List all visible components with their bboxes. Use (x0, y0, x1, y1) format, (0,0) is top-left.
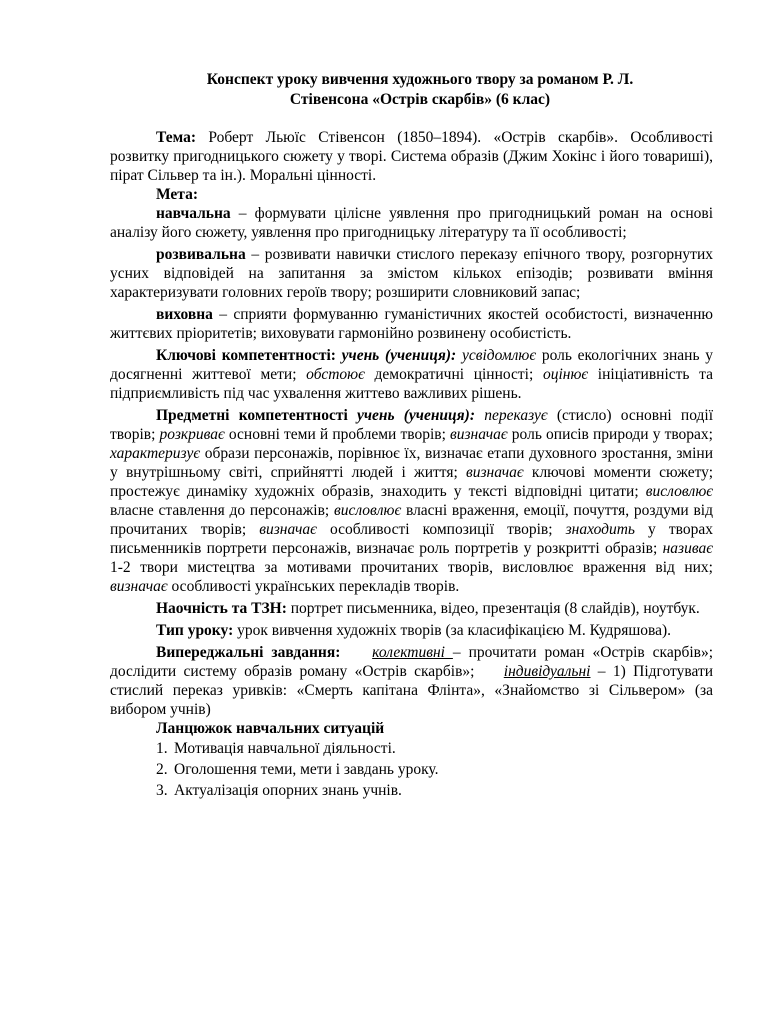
subject-text: власне ставлення до персонажів; (110, 502, 330, 519)
list-item-number: 2. (156, 761, 168, 778)
subject-verb: визначає (246, 521, 317, 538)
key-verb: оцінює (533, 366, 589, 383)
subject-verb: висловлює (638, 483, 714, 500)
key-verb: усвідомлює (456, 347, 537, 364)
goal-developmental-text: – розвивати навички стислого переказу епічного твору, розгорнутих усних відповідей на запитання за змістом кількох епізодів; розвивати вміння характеризувати головних героїв твору; розширити словниковий запас; (110, 246, 713, 301)
subject-text: власні враження, емоції, почуття, роздуми від прочитаних творів; (110, 502, 713, 538)
list-item-text: Мотивація навчальної діяльності. (174, 740, 396, 757)
list-item (110, 780, 713, 801)
advance-tasks-individual-text: – 1) Підготувати стислий переказ уривків: «Смерть капітана Флінта», «Знайомство зі Сільвером» (за вибором учнів) (110, 663, 714, 718)
list-item (110, 738, 713, 759)
goal-upbringing-text: – сприяти формуванню гуманістичних якостей особистості, визначенню життєвих пріоритетів; виховувати гармонійно розвинену особистість. (110, 306, 713, 342)
lesson-type-label: Тип уроку: (156, 622, 234, 639)
subject-verb: висловлює (329, 502, 402, 519)
subject-text: роль описів природи у творах; (507, 426, 713, 443)
subject-text: особливості українських перекладів творів. (167, 578, 460, 595)
chain-title: Ланцюжок навчальних ситуацій (156, 720, 385, 737)
list-item-text: Оголошення теми, мети і завдань уроку. (174, 761, 439, 778)
topic-label: Тема: (156, 129, 196, 146)
title-line-1: Конспект уроку вивчення художнього твору за романом Р. Л. (206, 71, 634, 88)
lesson-type-text: урок вивчення художніх творів (за класифікацією М. Кудряшова). (233, 622, 672, 639)
subject-verb: визначає (457, 464, 524, 481)
list-item-text: Актуалізація опорних знань учнів. (174, 782, 402, 799)
list-item-number: 3. (156, 782, 168, 799)
advance-tasks-label: Випереджальні завдання: (156, 644, 341, 661)
subject-verb: розкриває (155, 426, 225, 443)
key-text: роль екологічних знань у досягненні життевої мети; (110, 347, 714, 383)
key-verb: обстоює (296, 366, 365, 383)
key-competences-label: Ключові компетентності: (156, 347, 336, 364)
subject-verb: знаходить (552, 521, 635, 538)
list-item (110, 759, 713, 780)
subject-competences-paragraph (110, 406, 713, 596)
topic-text: Роберт Льюїс Стівенсон (1850–1894). «Острів скарбів». Особливості розвитку пригодницького сюжету у творі. Система образів (Джим Хокінс і його товариші), пірат Сільвер та ін.). Моральні цінності. (110, 129, 713, 184)
advance-tasks-individual: індивідуальні (503, 663, 591, 680)
subject-text: 1-2 твори мистецтва за мотивами прочитаних творів, висловлює враження від них; (110, 559, 713, 576)
goal-educational-text: – формувати цілісне уявлення про пригодницький роман на основі аналізу його сюжету, уявлення про пригодницьку літературу та її особливості; (110, 205, 713, 241)
goal-label: Мета: (156, 186, 199, 203)
subject-competences-student: учень (учениця): (347, 407, 475, 424)
key-competences-student: учень (учениця): (335, 347, 457, 364)
subject-verb: визначає (445, 426, 508, 443)
goal-educational (110, 204, 713, 242)
goal-developmental-label: розвивальна (156, 246, 246, 263)
document-body (110, 128, 713, 801)
subject-text: основні теми й проблеми творів; (224, 426, 446, 443)
subject-verb: визначає (110, 578, 168, 595)
subject-text: у творах письменників портрети персонажів, визначає роль портретів у розкритті образів; (110, 521, 713, 557)
topic-paragraph (110, 128, 713, 185)
key-text: демократичні цінності; (364, 366, 534, 383)
key-text: ініціативність та підприємливість під час ухвалення життево важливих рішень. (110, 366, 713, 402)
goal-heading (110, 185, 713, 204)
visual-aids-label: Наочність та ТЗН: (156, 600, 287, 617)
title-line-2: Стівенсона «Острів скарбів» (6 клас) (289, 91, 551, 108)
visual-aids-paragraph (110, 599, 713, 618)
advance-tasks-collective: колективні (372, 644, 453, 661)
chain-list (110, 738, 713, 801)
subject-verb: переказує (474, 407, 548, 424)
advance-tasks-paragraph (110, 643, 713, 719)
visual-aids-text: портрет письменника, відео, презентація (8 слайдів), ноутбук. (286, 600, 700, 617)
lesson-type-paragraph (110, 621, 713, 640)
subject-text: (стисло) основні події творів; (110, 407, 713, 443)
advance-tasks-collective-text: – прочитати роман «Острів скарбів»; дослідити систему образів роману «Острів скарбів»; (110, 644, 714, 680)
subject-text: образи персонажів, порівнює їх, визначає етапи духовного зростання, зміни у внутрішньому світі, сприйнятті людей і життя; (110, 445, 713, 481)
subject-verb: характеризує (110, 445, 201, 462)
goal-educational-label: навчальна (156, 205, 231, 222)
goal-upbringing-label: виховна (156, 306, 213, 323)
goal-developmental (110, 245, 713, 302)
document-title (110, 70, 730, 110)
subject-text: ключові моменти сюжету; простежує динаміку художніх образів, знаходить у тексті відповідні цитати; (110, 464, 714, 500)
key-competences-paragraph (110, 346, 713, 403)
subject-competences-label: Предметні компетентності (156, 407, 348, 424)
list-item-number: 1. (156, 740, 168, 757)
subject-verb: називає (657, 540, 713, 557)
goal-upbringing (110, 305, 713, 343)
subject-text: особливості композиції творів; (316, 521, 553, 538)
